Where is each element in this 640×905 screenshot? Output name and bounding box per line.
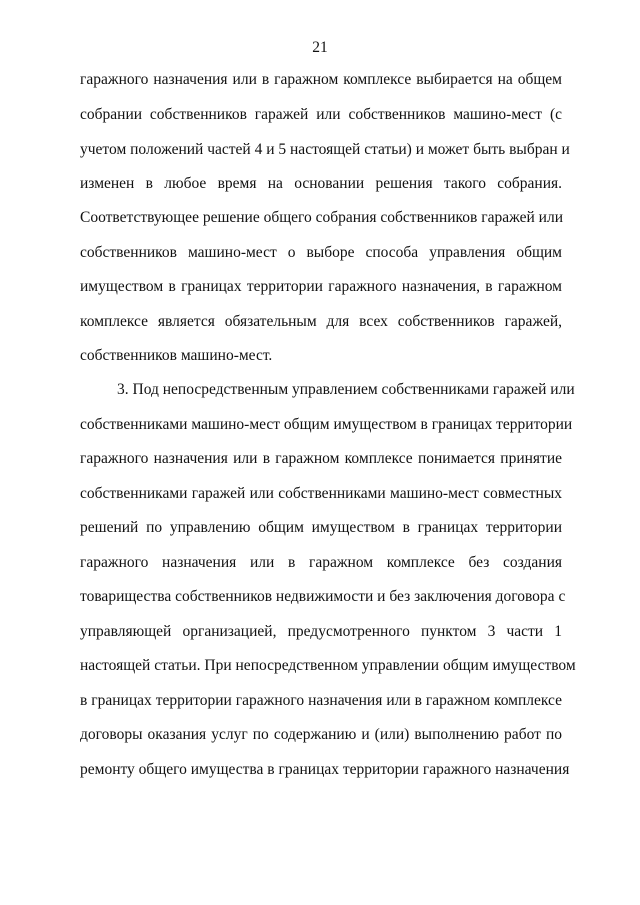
text-line: гаражного назначения или в гаражном комплексе без создания (80, 554, 562, 571)
text-line: гаражного назначения или в гаражном комплексе выбирается на общем (80, 71, 562, 88)
text-line: Соответствующее решение общего собрания собственников гаражей или (80, 209, 563, 226)
text-line: управляющей организацией, предусмотренного пунктом 3 части 1 (80, 623, 562, 640)
text-line: настоящей статьи. При непосредственном управлении общим имуществом (80, 657, 576, 674)
text-line: договоры оказания услуг по содержанию и (или) выполнению работ по (80, 726, 562, 743)
text-line: в границах территории гаражного назначения или в гаражном комплексе (80, 692, 562, 709)
text-line: учетом положений частей 4 и 5 настоящей статьи) и может быть выбран и (80, 141, 570, 158)
text-line: изменен в любое время на основании решения такого собрания. (80, 175, 562, 192)
text-line: собрании собственников гаражей или собственников машино-мест (с (80, 106, 562, 123)
page-number: 21 (312, 39, 328, 56)
text-line: собственниками гаражей или собственниками машино-мест совместных (80, 485, 562, 502)
text-line: ремонту общего имущества в границах территории гаражного назначения (80, 761, 570, 778)
text-line: собственниками машино-мест общим имуществом в границах территории (80, 416, 573, 433)
text-line: комплексе является обязательным для всех собственников гаражей, (80, 313, 562, 330)
text-line: гаражного назначения или в гаражном комплексе понимается принятие (80, 450, 562, 467)
text-line: решений по управлению общим имуществом в границах территории (80, 519, 562, 536)
text-line: товарищества собственников недвижимости и без заключения договора с (80, 588, 566, 605)
text-line: имуществом в границах территории гаражного назначения, в гаражном (80, 278, 562, 295)
text-line: собственников машино-мест. (80, 347, 273, 364)
text-line: 3. Под непосредственным управлением собственниками гаражей или (117, 381, 575, 398)
text-line: собственников машино-мест о выборе способа управления общим (80, 244, 562, 261)
